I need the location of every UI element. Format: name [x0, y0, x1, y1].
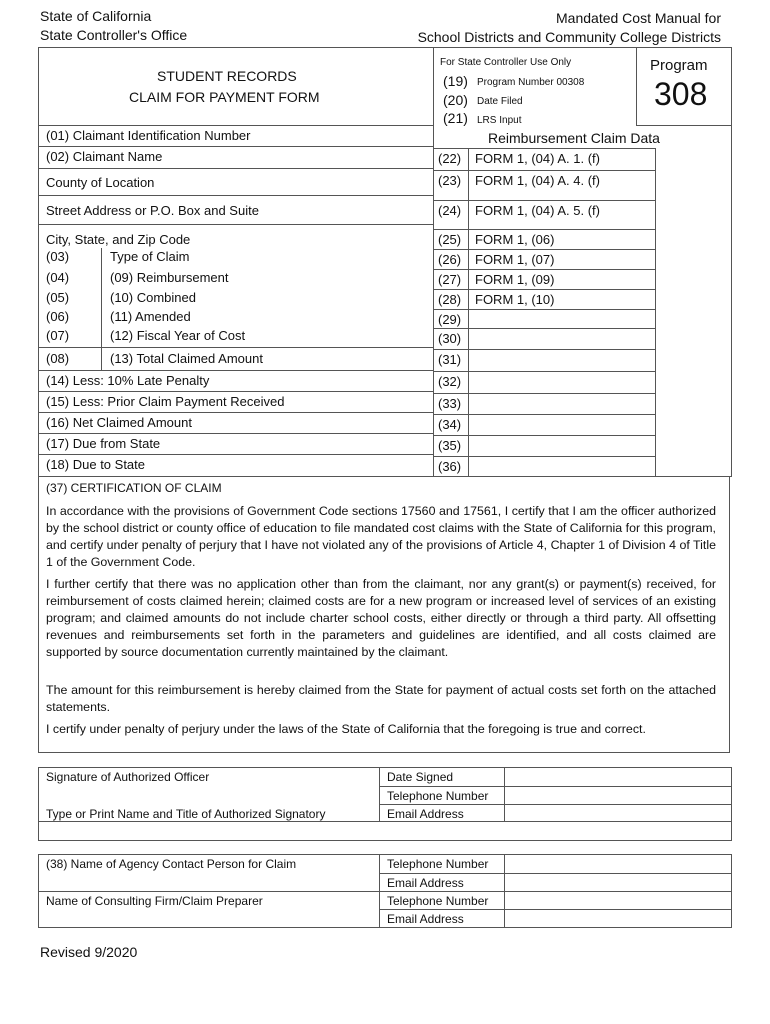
claim-data-row-number: (23) [438, 173, 462, 188]
sco-use-only: For State Controller Use Only [440, 57, 572, 68]
claim-data-row-number: (22) [438, 151, 462, 166]
claim-data-row-number: (33) [438, 396, 462, 411]
field-21-num: (21) [443, 110, 468, 126]
field-08[interactable]: (08) [46, 351, 70, 366]
city-field[interactable]: City, State, and Zip Code [46, 232, 191, 247]
claim-data-row-field[interactable]: FORM 1, (10) [475, 292, 555, 307]
signatory-name-field[interactable]: Type or Print Name and Title of Authorized Signatory [46, 807, 326, 821]
form-title-2: CLAIM FOR PAYMENT FORM [129, 89, 320, 105]
claim-data-row-number: (31) [438, 352, 462, 367]
claim-data-row-number: (28) [438, 292, 462, 307]
claimant-name-field[interactable]: (02) Claimant Name [46, 149, 163, 164]
claim-data-row-field[interactable]: FORM 1, (04) A. 1. (f) [475, 151, 600, 166]
lrs-input-field: LRS Input [477, 115, 522, 126]
total-claimed-field[interactable]: (13) Total Claimed Amount [110, 351, 263, 366]
claim-data-row-field[interactable]: FORM 1, (09) [475, 272, 555, 287]
prior-payment-field[interactable]: (15) Less: Prior Claim Payment Received [46, 394, 285, 409]
claim-data-row-field[interactable]: FORM 1, (04) A. 4. (f) [475, 173, 600, 188]
consultant-telephone-field[interactable]: Telephone Number [387, 894, 489, 908]
consultant-email-field[interactable]: Email Address [387, 912, 464, 926]
certification-paragraph-4: I certify under penalty of perjury under the laws of the State of California that the foregoing is true and correct. [46, 722, 646, 736]
agency-contact-field[interactable]: (38) Name of Agency Contact Person for Claim [46, 857, 297, 871]
reimbursement-option[interactable]: (09) Reimbursement [110, 270, 229, 285]
program-number-field: Program Number 00308 [477, 77, 585, 88]
late-penalty-field[interactable]: (14) Less: 10% Late Penalty [46, 373, 210, 388]
program-number: 308 [654, 76, 708, 112]
claim-data-row-number: (35) [438, 438, 462, 453]
due-from-state-field[interactable]: (17) Due from State [46, 436, 161, 451]
reimbursement-header: Reimbursement Claim Data [488, 130, 660, 146]
claim-data-row-number: (25) [438, 232, 462, 247]
contact-telephone-field[interactable]: Telephone Number [387, 857, 489, 871]
claim-data-row-number: (34) [438, 417, 462, 432]
field-07[interactable]: (07) [46, 328, 70, 343]
claim-data-row-number: (30) [438, 331, 462, 346]
amended-option[interactable]: (11) Amended [110, 309, 191, 324]
header-districts: School Districts and Community College Districts [417, 29, 721, 45]
field-04[interactable]: (04) [46, 270, 70, 285]
header-office: State Controller's Office [40, 27, 188, 43]
street-field[interactable]: Street Address or P.O. Box and Suite [46, 203, 259, 218]
date-filed-field: Date Filed [477, 96, 523, 107]
contact-email-field[interactable]: Email Address [387, 876, 464, 890]
fiscal-year-field[interactable]: (12) Fiscal Year of Cost [110, 328, 246, 343]
certification-paragraph-2: I further certify that there was no application other than from the claimant, nor any grant(s) or payment(s) received, for reimbursement of costs claimed herein; claimed costs are for a new program or increased level of services of an existing program; and claimed amounts do not include charter school costs, either directly or through a third party. All offsetting revenues and reimbursements set forth in the parameters and guidelines are identified, and all costs claimed are supported by source documentation currently maintained by the claimant. [46, 577, 716, 659]
form-title-1: STUDENT RECORDS [157, 68, 297, 84]
claim-data-row-number: (29) [438, 312, 462, 327]
signature-officer-field[interactable]: Signature of Authorized Officer [46, 770, 210, 784]
program-label: Program [650, 57, 708, 74]
claim-data-row-number: (27) [438, 272, 462, 287]
field-06[interactable]: (06) [46, 309, 70, 324]
header-manual: Mandated Cost Manual for [556, 10, 721, 26]
claim-data-row-field[interactable]: FORM 1, (07) [475, 252, 555, 267]
due-to-state-field[interactable]: (18) Due to State [46, 457, 145, 472]
field-19-num: (19) [443, 73, 468, 89]
signature-email-field[interactable]: Email Address [387, 807, 464, 821]
county-field[interactable]: County of Location [46, 175, 155, 190]
type-of-claim-label: Type of Claim [110, 249, 190, 264]
net-claimed-field[interactable]: (16) Net Claimed Amount [46, 415, 192, 430]
claim-data-row-number: (26) [438, 252, 462, 267]
combined-option[interactable]: (10) Combined [110, 290, 196, 305]
claim-data-row-field[interactable]: FORM 1, (06) [475, 232, 555, 247]
signature-telephone-field[interactable]: Telephone Number [387, 789, 489, 803]
claim-data-row-field[interactable]: FORM 1, (04) A. 5. (f) [475, 203, 600, 218]
field-05[interactable]: (05) [46, 290, 70, 305]
certification-paragraph-3: The amount for this reimbursement is hereby claimed from the State for payment of actual costs set forth on the attached statements. [46, 683, 716, 714]
revision-date: Revised 9/2020 [40, 944, 138, 960]
claim-data-row-number: (24) [438, 203, 462, 218]
consulting-firm-field[interactable]: Name of Consulting Firm/Claim Preparer [46, 894, 263, 908]
claim-data-row-number: (36) [438, 459, 462, 474]
certification-heading: (37) CERTIFICATION OF CLAIM [46, 481, 222, 495]
field-03[interactable]: (03) [46, 249, 70, 264]
header-state: State of California [40, 8, 152, 24]
claim-data-row-number: (32) [438, 374, 462, 389]
claimant-id-field[interactable]: (01) Claimant Identification Number [46, 128, 251, 143]
field-20-num: (20) [443, 92, 468, 108]
date-signed-field[interactable]: Date Signed [387, 770, 454, 784]
certification-paragraph-1: In accordance with the provisions of Government Code sections 17560 and 17561, I certify that I am the officer authorized by the school district or county office of education to file mandated cost claims with the State of California for this program, and certify under penalty of perjury that I have not violated any of the provisions of Article 4, Chapter 1 of Division 4 of Title 1 of the Government Code. [46, 504, 716, 569]
